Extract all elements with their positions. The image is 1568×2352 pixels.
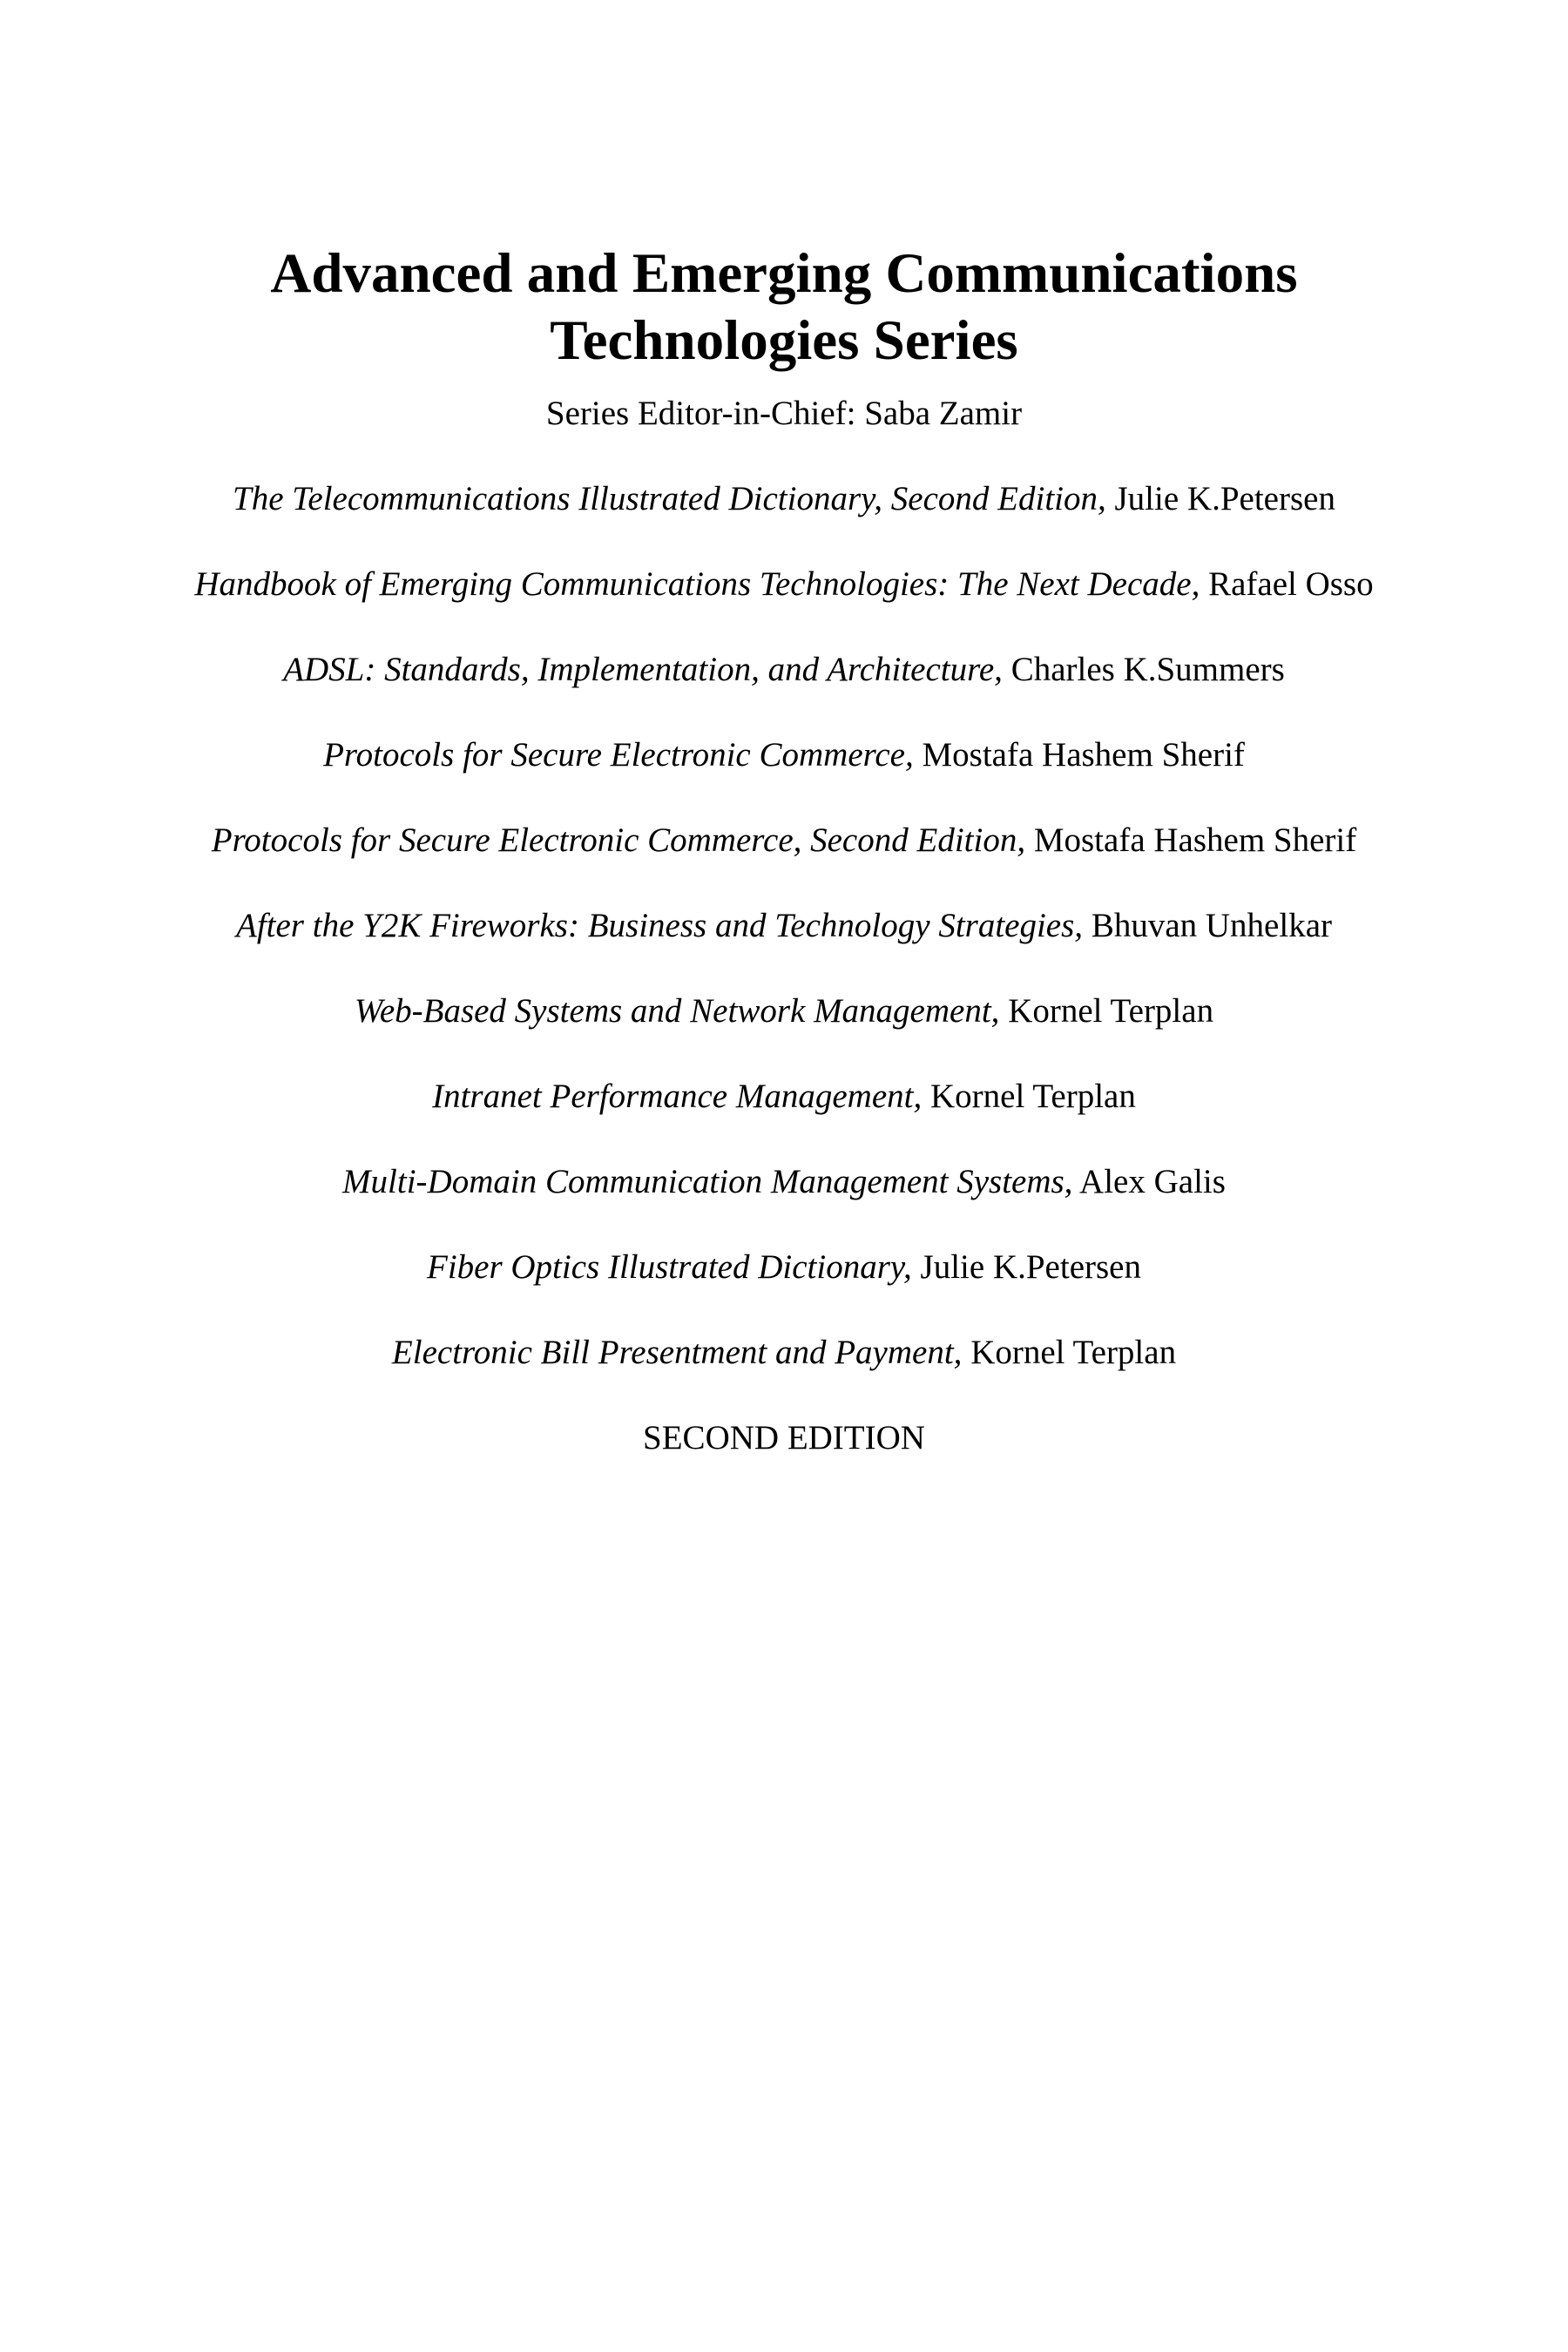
book-author: Julie K.Petersen	[1114, 480, 1335, 517]
book-title: Multi-Domain Communication Management Systems,	[342, 1163, 1073, 1200]
book-entry	[0, 819, 1568, 904]
book-author: Kornel Terplan	[1008, 992, 1214, 1030]
book-title: ADSL: Standards, Implementation, and Architecture,	[283, 651, 1003, 688]
book-title: Handbook of Emerging Communications Technologies: The Next Decade,	[194, 565, 1200, 603]
series-editor-line: Series Editor-in-Chief: Saba Zamir	[545, 395, 1023, 432]
book-title: Intranet Performance Management,	[432, 1078, 923, 1115]
book-list	[0, 477, 1568, 1416]
book-author: Bhuvan Unhelkar	[1091, 907, 1332, 944]
edition-label: SECOND EDITION	[643, 1419, 925, 1456]
book-entry	[0, 904, 1568, 990]
book-title: Protocols for Secure Electronic Commerce, Second Edition,	[211, 821, 1026, 859]
book-title: Fiber Optics Illustrated Dictionary,	[427, 1248, 912, 1286]
book-author: Rafael Osso	[1208, 565, 1374, 603]
book-entry	[0, 1160, 1568, 1246]
book-entry	[0, 1331, 1568, 1416]
series-title	[0, 240, 1568, 375]
book-title: Web-Based Systems and Network Management,	[354, 992, 1000, 1030]
book-author: Mostafa Hashem Sherif	[1033, 821, 1357, 859]
series-title-line-2: Technologies Series	[550, 309, 1018, 372]
book-entry	[0, 648, 1568, 733]
book-entry	[0, 733, 1568, 819]
book-title: Protocols for Secure Electronic Commerce,	[323, 736, 914, 774]
book-title: Electronic Bill Presentment and Payment,	[391, 1334, 963, 1371]
book-entry	[0, 1075, 1568, 1160]
book-entry	[0, 1246, 1568, 1331]
series-title-line-1: Advanced and Emerging Communications	[270, 242, 1298, 305]
book-author: Julie K.Petersen	[920, 1248, 1141, 1286]
book-author: Kornel Terplan	[929, 1078, 1136, 1115]
book-title: After the Y2K Fireworks: Business and Technology Strategies,	[236, 907, 1084, 944]
book-author: Charles K.Summers	[1010, 651, 1285, 688]
book-author: Kornel Terplan	[970, 1334, 1177, 1371]
book-entry	[0, 990, 1568, 1075]
book-title: The Telecommunications Illustrated Dictionary, Second Edition,	[233, 480, 1106, 517]
book-entry	[0, 563, 1568, 648]
book-author: Mostafa Hashem Sherif	[922, 736, 1245, 774]
book-author: Alex Galis	[1079, 1163, 1226, 1200]
book-entry	[0, 477, 1568, 563]
